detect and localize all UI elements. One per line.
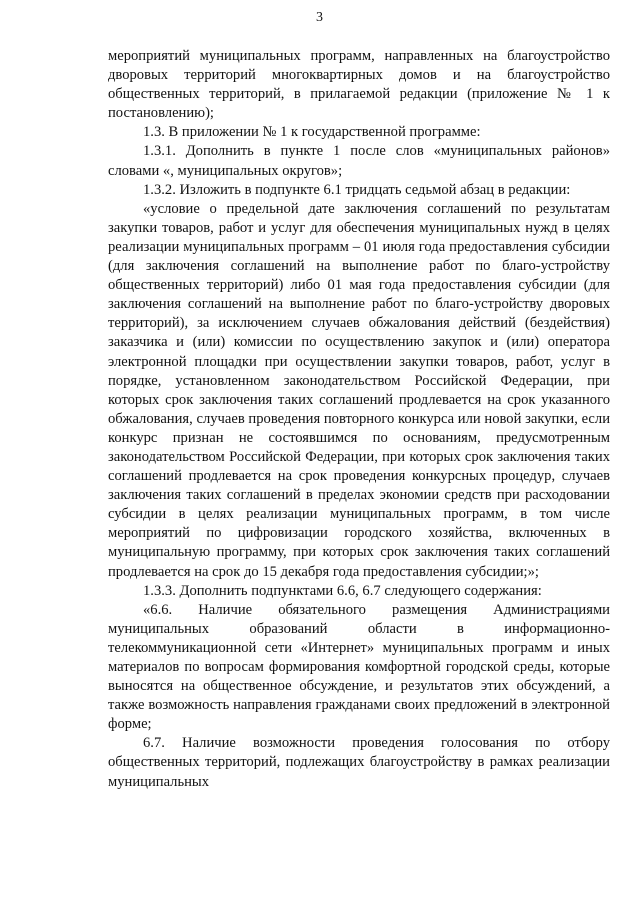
paragraph-continuation: мероприятий муниципальных программ, направленных на благоустройство дворовых территорий многоквартирных домов и на благоустройство общественных территорий, в прилагаемой редакции (приложение № 1 к постановлению); xyxy=(108,48,610,122)
paragraph-6-7: 6.7. Наличие возможности проведения голосования по отбору общественных территорий, подлежащих благоустройству в рамках реализации муниципальных xyxy=(108,735,610,790)
paragraph-quoted-condition: «условие о предельной дате заключения соглашений по результатам закупки товаров, работ и услуг для обеспечения муниципальных нужд в целях реализации муниципальных программ – 01 июля года предоставления субсидии (для заключения соглашений на выполнение работ по благо-устройству общественных территорий) либо 01 мая года предоставления субсидии (для заключения соглашений на выполнение работ по благо-устройству дворовых территорий), за исключением случаев обжалования действий (бездействия) заказчика и (или) комиссии по осуществлению закупок и (или) оператора электронной площадки при осуществлении закупки товаров, работ, услуг в порядке, установленном законодательством Российской Федерации, при которых срок заключения таких соглашений продлевается на срок указанного обжалования, случаев проведения повторного конкурса или новой закупки, если конкурс признан не состоявшимся по основаниям, предусмотренным законодательством Российской Федерации, при которых срок заключения таких соглашений продлевается на срок проведения конкурсных процедур, случаев заключения таких соглашений в пределах экономии средств при расходовании субсидии в целях реализации муниципальных программ, в том числе мероприятий по цифровизации городского хозяйства, включенных в муниципальную программу, при которых срок заключения таких соглашений продлевается на срок до 15 декабря года предоставления субсидии;»; xyxy=(108,200,610,580)
document-body xyxy=(108,47,610,792)
paragraph-6-6: «6.6. Наличие обязательного размещения Администрациями муниципальных образований области в информационно-телекоммуникационной сети «Интернет» муниципальных программ и иных материалов по вопросам формирования комфортной городской среды, которые выносятся на общественное обсуждение, и результатов этих обсуждений, а также возможность направления гражданами своих предложений в электронной форме; xyxy=(108,601,610,733)
paragraph-1-3: 1.3. В приложении № 1 к государственной программе: xyxy=(143,124,481,141)
paragraph-1-3-1: 1.3.1. Дополнить в пункте 1 после слов «муниципальных районов» словами «, муниципальных округов»; xyxy=(108,143,610,179)
paragraph-1-3-3: 1.3.3. Дополнить подпунктами 6.6, 6.7 следующего содержания: xyxy=(143,582,542,599)
paragraph-1-3-2: 1.3.2. Изложить в подпункте 6.1 тридцать седьмой абзац в редакции: xyxy=(143,181,571,198)
page-number: 3 xyxy=(316,10,323,25)
